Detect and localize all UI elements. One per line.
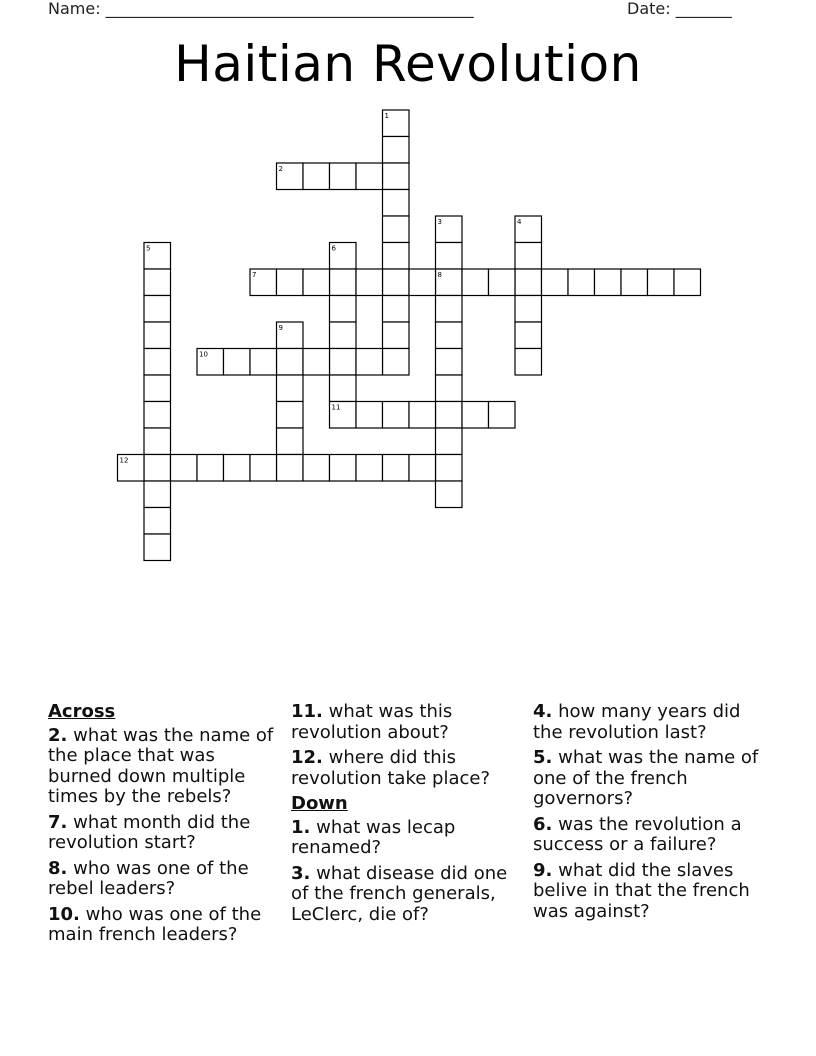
clue-number: 11.: [291, 701, 323, 722]
clue-text: where did this revolution take place?: [291, 747, 491, 789]
clue-text: who was one of the rebel leaders?: [48, 857, 249, 899]
clue-number: 6.: [533, 813, 553, 835]
clue-text: was the revolution a success or a failure?: [533, 813, 742, 855]
crossword-cell[interactable]: [303, 455, 330, 482]
crossword-cell[interactable]: [648, 269, 675, 296]
down-clue-5: [533, 748, 773, 810]
crossword-cell[interactable]: [436, 455, 463, 482]
crossword-cell[interactable]: [356, 349, 383, 376]
crossword-cell[interactable]: [277, 375, 304, 402]
clue-text: what was this revolution about?: [291, 701, 453, 743]
crossword-clue-number: 11: [331, 403, 341, 412]
crossword-cell[interactable]: [383, 269, 410, 296]
crossword-clue-number: 5: [146, 244, 151, 253]
crossword-cell[interactable]: [383, 243, 410, 270]
crossword-cell[interactable]: [330, 375, 357, 402]
clue-number: 7.: [48, 811, 68, 833]
crossword-cell[interactable]: [595, 269, 622, 296]
crossword-cell[interactable]: [144, 296, 171, 323]
crossword-cell[interactable]: [462, 269, 489, 296]
crossword-cell[interactable]: [250, 349, 277, 376]
crossword-cell[interactable]: [303, 163, 330, 190]
crossword-cell[interactable]: [330, 163, 357, 190]
clues-column-2: [291, 702, 527, 930]
crossword-cell[interactable]: [383, 455, 410, 482]
crossword-cell[interactable]: [144, 269, 171, 296]
crossword-cell[interactable]: [224, 349, 251, 376]
crossword-cell[interactable]: [515, 296, 542, 323]
crossword-clue-number: 7: [252, 271, 257, 279]
down-clue-3: [291, 864, 527, 926]
crossword-cell[interactable]: [250, 455, 277, 482]
crossword-cell[interactable]: [515, 322, 542, 349]
crossword-cell[interactable]: [356, 402, 383, 429]
crossword-cell[interactable]: [436, 428, 463, 455]
clue-number: 1.: [291, 816, 311, 838]
crossword-cell[interactable]: [144, 534, 171, 561]
name-field-label: Name: ______________________________________________: [48, 0, 474, 18]
crossword-cell[interactable]: [356, 163, 383, 190]
across-clue-12: [291, 748, 527, 789]
crossword-clue-number: 2: [278, 165, 283, 173]
crossword-cell[interactable]: [144, 508, 171, 535]
crossword-cell[interactable]: [436, 296, 463, 323]
down-clue-6: [533, 815, 773, 856]
crossword-cell[interactable]: [515, 349, 542, 376]
crossword-cell[interactable]: [277, 269, 304, 296]
clue-text: what was the name of the place that was burned down multiple times by the rebels?: [48, 724, 274, 807]
page-title: Haitian Revolution: [174, 35, 642, 93]
clue-number: 10.: [48, 903, 80, 925]
crossword-cell[interactable]: [409, 402, 436, 429]
across-clue-8: [48, 859, 284, 900]
crossword-cell[interactable]: [197, 455, 224, 482]
down-clue-1: [291, 818, 527, 859]
crossword-cell[interactable]: [277, 349, 304, 376]
crossword-cell[interactable]: [144, 428, 171, 455]
crossword-cell[interactable]: [515, 243, 542, 270]
crossword-cell[interactable]: [542, 269, 569, 296]
clue-number: 12.: [291, 747, 323, 768]
clue-number: 5.: [533, 747, 553, 768]
crossword-cell[interactable]: [383, 216, 410, 243]
crossword-cell[interactable]: [303, 349, 330, 376]
crossword-cell[interactable]: [144, 402, 171, 429]
clue-text: what was lecap renamed?: [291, 816, 456, 858]
crossword-cell[interactable]: [383, 349, 410, 376]
crossword-cell[interactable]: [489, 402, 516, 429]
across-clue-11: [291, 702, 527, 743]
clue-number: 8.: [48, 857, 68, 879]
crossword-cell[interactable]: [330, 455, 357, 482]
crossword-cell[interactable]: [409, 455, 436, 482]
crossword-cell[interactable]: [436, 243, 463, 270]
crossword-cell[interactable]: [330, 322, 357, 349]
crossword-cell[interactable]: [436, 481, 463, 508]
clue-text: what disease did one of the french generals, LeClerc, die of?: [291, 862, 508, 925]
crossword-clue-number: 12: [119, 456, 129, 465]
crossword-cell[interactable]: [144, 322, 171, 349]
crossword-cell[interactable]: [330, 269, 357, 296]
down-clue-4: [533, 702, 773, 743]
crossword-cell[interactable]: [144, 481, 171, 508]
crossword-cell[interactable]: [436, 322, 463, 349]
down-clue-9: [533, 861, 773, 923]
clue-number: 2.: [48, 724, 68, 746]
crossword-cell[interactable]: [489, 269, 516, 296]
crossword-cell[interactable]: [436, 349, 463, 376]
crossword-cell[interactable]: [383, 163, 410, 190]
crossword-cell[interactable]: [383, 322, 410, 349]
crossword-clue-number: 1: [384, 112, 389, 120]
date-field-label: Date: _______: [627, 0, 732, 18]
clue-text: what was the name of one of the french governors?: [533, 747, 759, 809]
clue-text: how many years did the revolution last?: [533, 701, 741, 743]
crossword-cell[interactable]: [224, 455, 251, 482]
crossword-cell[interactable]: [171, 455, 198, 482]
crossword-clue-number: 3: [437, 218, 442, 226]
crossword-cell[interactable]: [409, 269, 436, 296]
crossword-cell[interactable]: [277, 455, 304, 482]
clue-text: what month did the revolution start?: [48, 811, 251, 853]
crossword-clue-number: 10: [199, 350, 208, 359]
crossword-cell[interactable]: [462, 402, 489, 429]
crossword-cell[interactable]: [303, 269, 330, 296]
crossword-cell[interactable]: [383, 137, 410, 164]
crossword-cell[interactable]: [144, 455, 171, 482]
crossword-cell[interactable]: [277, 402, 304, 429]
clue-number: 4.: [533, 701, 553, 722]
crossword-clue-number: 9: [278, 324, 283, 332]
clue-number: 3.: [291, 862, 311, 884]
across-clue-7: [48, 813, 284, 854]
clue-number: 9.: [533, 859, 553, 881]
crossword-cell[interactable]: [330, 296, 357, 323]
crossword-cell[interactable]: [383, 190, 410, 217]
crossword-cell[interactable]: [436, 402, 463, 429]
crossword-cell[interactable]: [277, 428, 304, 455]
across-clue-10: [48, 905, 284, 946]
crossword-cell[interactable]: [330, 349, 357, 376]
across-clue-2: [48, 726, 284, 808]
crossword-cell[interactable]: [383, 296, 410, 323]
crossword-cell[interactable]: [621, 269, 648, 296]
crossword-cell[interactable]: [356, 455, 383, 482]
crossword-cell[interactable]: [356, 269, 383, 296]
crossword-clue-number: 4: [517, 218, 522, 226]
crossword-cell[interactable]: [144, 375, 171, 402]
down-heading: Down: [291, 793, 348, 814]
crossword-cell[interactable]: [568, 269, 595, 296]
crossword-clue-number: 6: [331, 244, 336, 253]
clues-column-3: [533, 702, 773, 927]
crossword-cell[interactable]: [144, 349, 171, 376]
crossword-cell[interactable]: [674, 269, 701, 296]
clue-text: what did the slaves belive in that the french was against?: [533, 859, 750, 922]
crossword-cell[interactable]: [515, 269, 542, 296]
across-heading: Across: [48, 701, 116, 722]
crossword-cell[interactable]: [436, 375, 463, 402]
clue-text: who was one of the main french leaders?: [48, 903, 262, 945]
crossword-cell[interactable]: [383, 402, 410, 429]
clues-column-1: [48, 702, 284, 951]
crossword-clue-number: 8: [437, 271, 442, 279]
